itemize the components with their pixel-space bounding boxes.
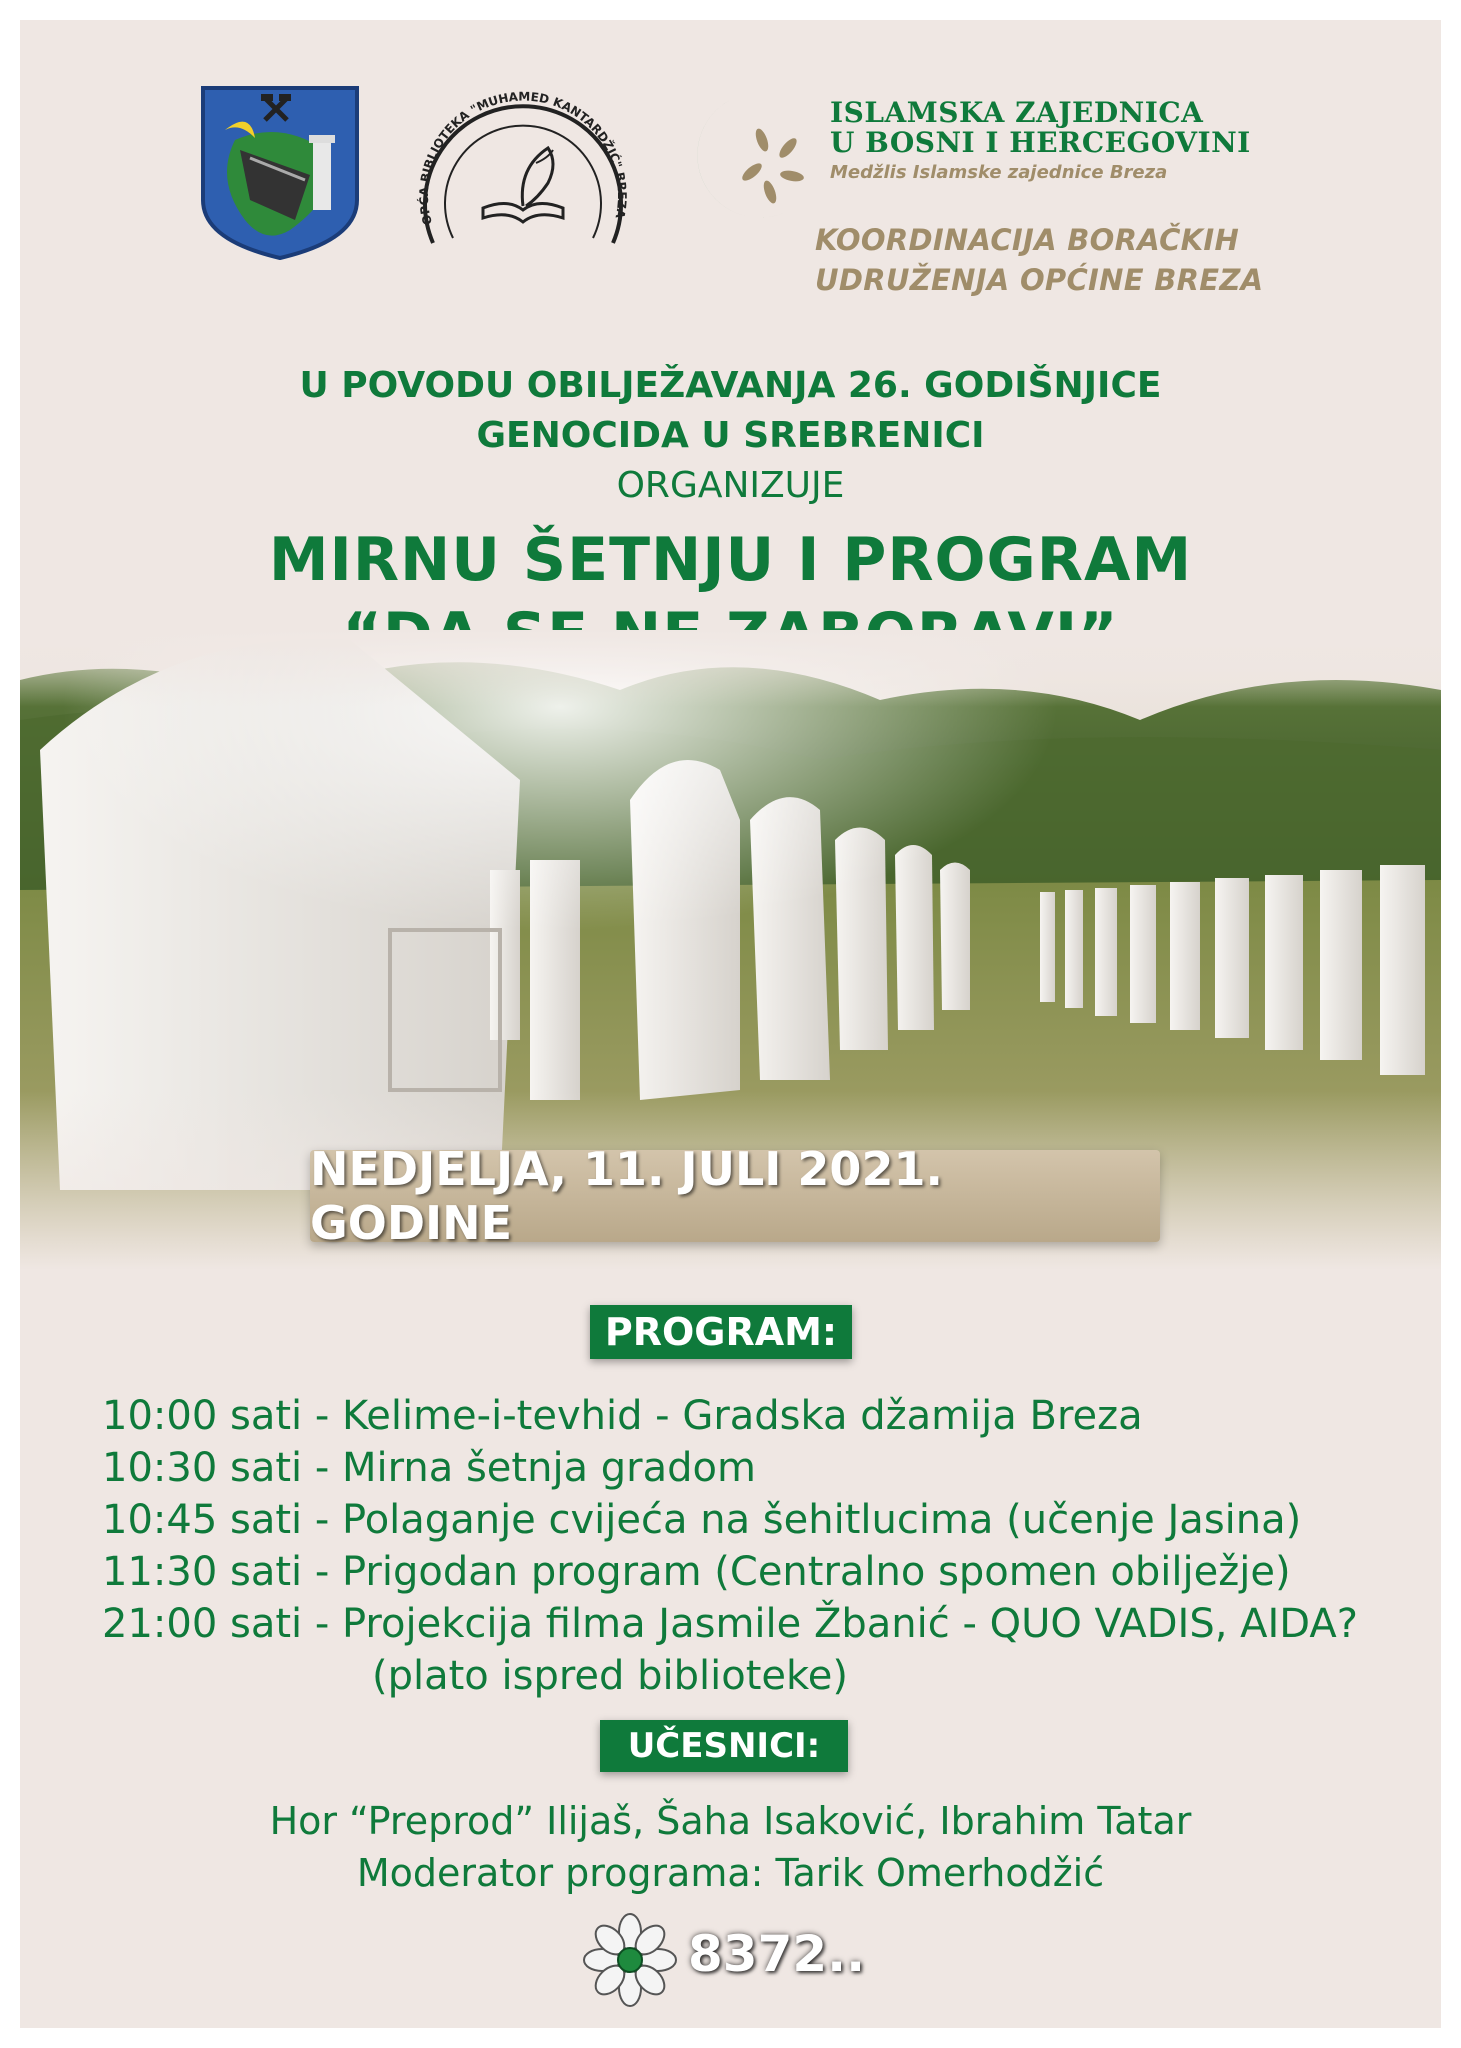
program-label: PROGRAM: [590,1305,852,1359]
islamic-community-crescent-logo [660,90,820,230]
srebrenica-flower-icon [580,1910,680,2010]
kb-line-2: UDRUŽENJA OPĆINE BREZA [815,263,1264,297]
schedule-text: Prigodan program (Centralno spomen obilježje) [342,1549,1291,1595]
schedule-time: 11:30 sati [102,1549,303,1595]
library-logo [408,88,638,256]
islamic-community-name [830,98,1270,183]
event-title: MIRNU ŠETNJU I PROGRAM [268,525,1193,595]
participants-label: UČESNICI: [600,1720,848,1772]
schedule-row: 10:00 sati - Kelime-i-tevhid - Gradska džamija Breza [102,1393,1143,1439]
schedule-row: 10:45 sati - Polaganje cvijeća na šehitlucima (učenje Jasina) [102,1497,1302,1543]
schedule-text: Mirna šetnja gradom [342,1445,756,1491]
poster [20,20,1441,2028]
schedule-row: 11:30 sati - Prigodan program (Centralno spomen obilježje) [102,1549,1291,1595]
schedule-time: 10:30 sati [102,1445,303,1491]
schedule-row: 21:00 sati - Projekcija filma Jasmile Žbanić - QUO VADIS, AIDA? [102,1601,1358,1647]
schedule-text: Projekcija filma Jasmile Žbanić - QUO VADIS, AIDA? [342,1601,1358,1647]
iz-line-3: Medžlis Islamske zajednice Breza [830,162,1168,183]
schedule-time: 10:00 sati [102,1393,303,1439]
schedule-text: Polaganje cvijeća na šehitlucima (učenje Jasina) [342,1497,1302,1543]
headline-organizes: ORGANIZUJE [616,465,845,506]
headline-line-2: GENOCIDA U SREBRENICI [476,415,985,456]
veterans-coordination-name [815,220,1275,300]
victim-count: 8372.. [688,1925,866,1983]
schedule-row: 10:30 sati - Mirna šetnja gradom [102,1445,756,1491]
kb-line-1: KOORDINACIJA BORAČKIH [815,223,1240,257]
schedule-continuation: (plato ispred biblioteke) [372,1653,848,1699]
participants-line-2: Moderator programa: Tarik Omerhodžić [356,1851,1105,1895]
date-banner: NEDJELJA, 11. JULI 2021. GODINE [310,1150,1160,1242]
headline-line-1: U POVODU OBILJEŽAVANJA 26. GODIŠNJICE [299,365,1162,406]
participants-line-1: Hor “Preprod” Ilijaš, Šaha Isaković, Ibrahim Tatar [269,1799,1192,1843]
schedule-time: 21:00 sati [102,1601,303,1647]
program-schedule [102,1390,1422,1702]
breza-coat-of-arms-logo [195,80,365,262]
library-ring-text: OPĆA BIBLIOTEKA "MUHAMED KANTARDŽIĆ" BREZA [416,89,630,227]
iz-line-1: ISLAMSKA ZAJEDNICA [830,96,1204,129]
participants-list [20,1795,1441,1899]
schedule-text: Kelime-i-tevhid - Gradska džamija Breza [342,1393,1143,1439]
schedule-time: 10:45 sati [102,1497,303,1543]
iz-line-2: U BOSNI I HERCEGOVINI [830,126,1251,159]
